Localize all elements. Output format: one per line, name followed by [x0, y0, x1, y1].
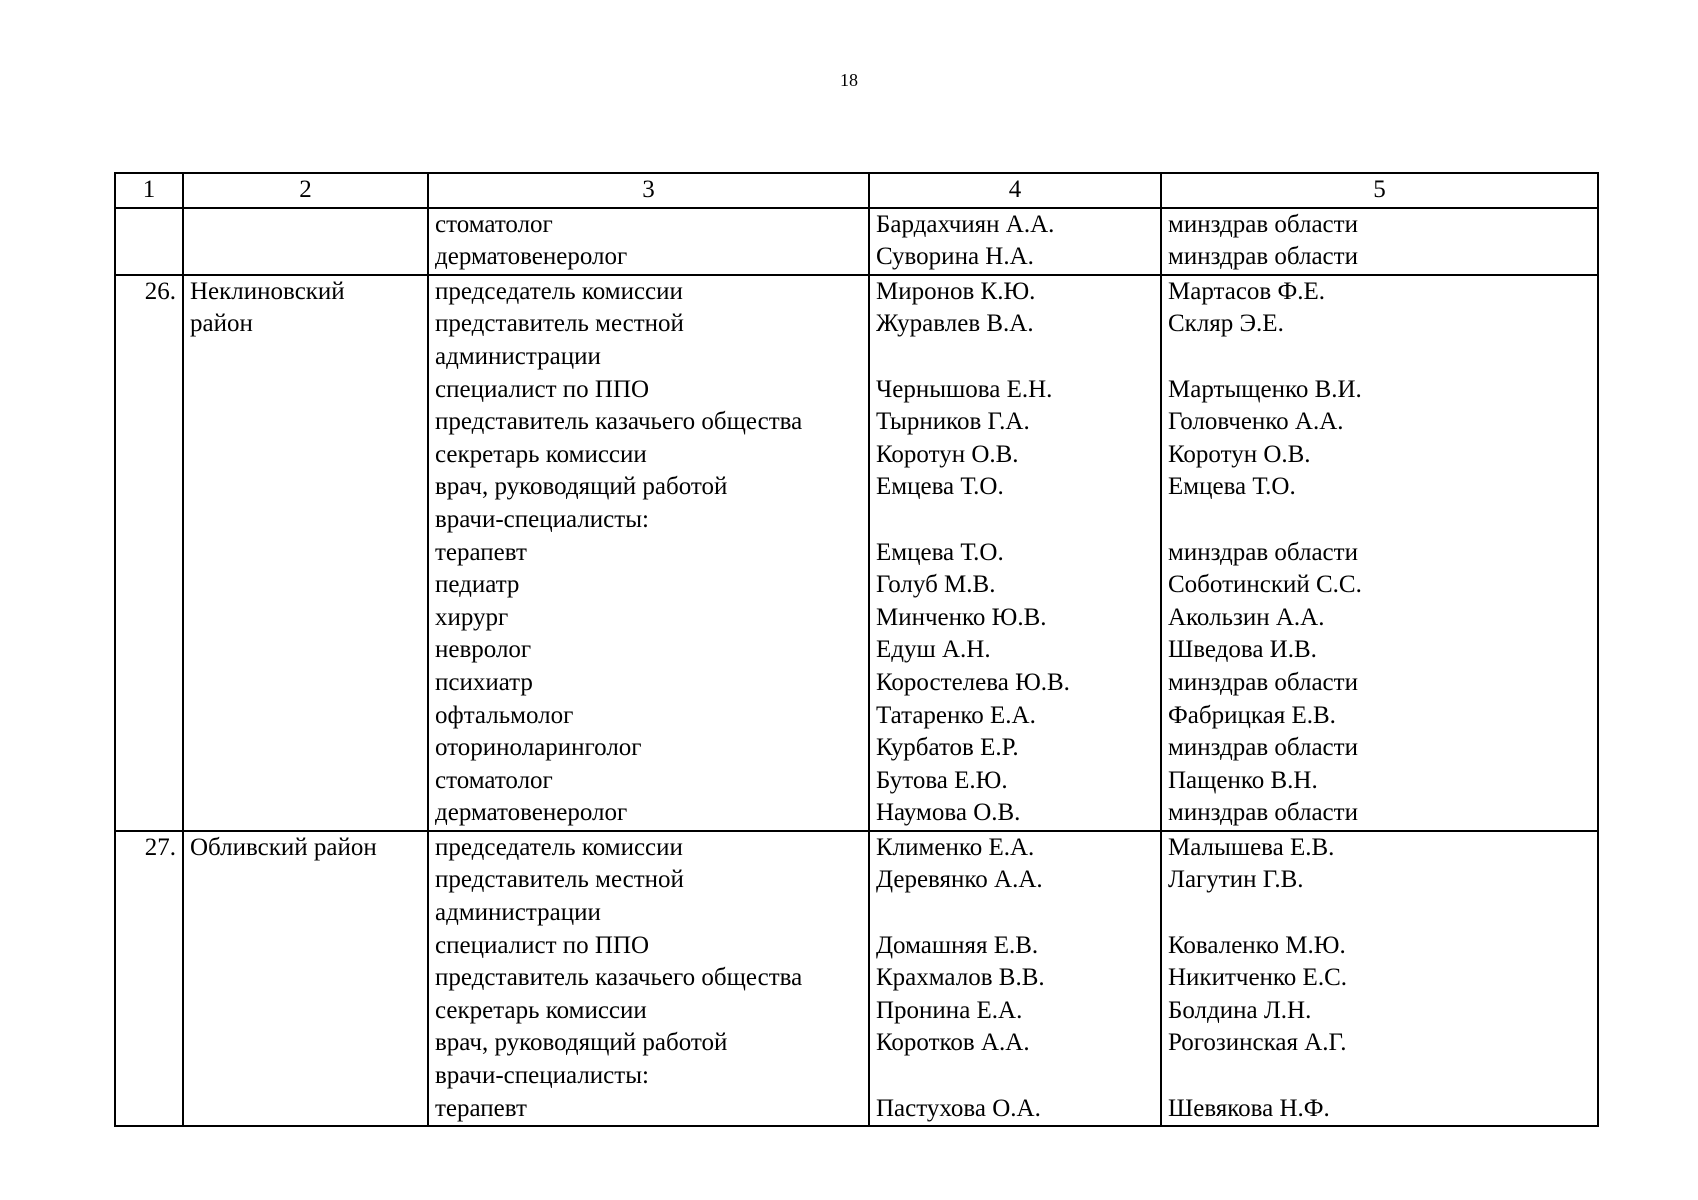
reserve-line [1168, 1060, 1591, 1093]
member-line: Коростелева Ю.В. [876, 668, 1070, 696]
reserve-line: Скляр Э.Е. [1168, 310, 1284, 338]
member-line: Пастухова О.А. [876, 1094, 1041, 1122]
member-line: Крахмалов В.В. [876, 964, 1045, 992]
member-line: Миронов К.Ю. [876, 277, 1036, 305]
reserve-line: Мартасов Ф.Е. [1168, 277, 1325, 305]
reserve-line: Акользин А.А. [1168, 603, 1325, 631]
role-line: администрации [435, 899, 601, 927]
member-line: Емцева Т.О. [876, 538, 1004, 566]
member-line [876, 341, 1154, 374]
reserve-line: Лагутин Г.В. [1168, 866, 1304, 894]
table-row [115, 275, 1598, 831]
member-line: Коротун О.В. [876, 440, 1019, 468]
member-line: Наумова О.В. [876, 799, 1021, 827]
role-line: врач, руководящий работой [435, 1029, 728, 1057]
reserve-line: Коротун О.В. [1168, 440, 1311, 468]
district-cell [183, 275, 428, 831]
reserve-line: Головченко А.А. [1168, 408, 1344, 436]
reserve-line: Фабрицкая Е.В. [1168, 701, 1336, 729]
district-cell [183, 208, 428, 275]
reserve-line: Никитченко Е.С. [1168, 964, 1348, 992]
member-line: Емцева Т.О. [876, 473, 1004, 501]
role-line: представитель казачьего общества [435, 408, 803, 436]
member-line: Домашняя Е.В. [876, 931, 1039, 959]
row-number-cell [115, 208, 183, 275]
row-number-cell: 27. [115, 831, 183, 1126]
member-line: Татаренко Е.А. [876, 701, 1036, 729]
member-cell [869, 208, 1161, 275]
role-line: хирург [435, 603, 509, 631]
role-line: специалист по ППО [435, 931, 650, 959]
role-line: педиатр [435, 571, 520, 599]
role-line: представитель местной [435, 310, 684, 338]
role-line: председатель комиссии [435, 277, 683, 305]
member-line: Курбатов Е.Р. [876, 734, 1019, 762]
reserve-line: Пащенко В.Н. [1168, 766, 1318, 794]
table-row [115, 831, 1598, 1126]
member-line [876, 897, 1154, 930]
row-number-cell: 26. [115, 275, 183, 831]
role-line: дерматовенеролог [435, 243, 628, 271]
member-line: Суворина Н.А. [876, 243, 1034, 271]
role-line: дерматовенеролог [435, 799, 628, 827]
reserve-line [1168, 504, 1591, 537]
commission-table [114, 172, 1599, 1127]
reserve-line: минздрав области [1168, 210, 1358, 238]
role-line: врачи-специалисты: [435, 505, 649, 533]
member-line: Деревянко А.А. [876, 866, 1043, 894]
role-line: администрации [435, 342, 601, 370]
member-line: Коротков А.А. [876, 1029, 1030, 1057]
role-cell [428, 275, 869, 831]
table-row [115, 208, 1598, 275]
header-col-4: 4 [869, 173, 1161, 208]
reserve-line: Шведова И.В. [1168, 636, 1317, 664]
reserve-cell [1161, 208, 1598, 275]
reserve-line: минздрав области [1168, 243, 1358, 271]
member-line: Пронина Е.А. [876, 996, 1023, 1024]
header-col-1: 1 [115, 173, 183, 208]
reserve-line: Коваленко М.Ю. [1168, 931, 1346, 959]
role-line: представитель казачьего общества [435, 964, 803, 992]
member-line [876, 1060, 1154, 1093]
member-line: Чернышова Е.Н. [876, 375, 1053, 403]
role-line: стоматолог [435, 766, 553, 794]
district-cell [183, 831, 428, 1126]
role-line: оториноларинголог [435, 734, 642, 762]
member-line: Журавлев В.А. [876, 310, 1034, 338]
reserve-line: Шевякова Н.Ф. [1168, 1094, 1330, 1122]
header-col-3: 3 [428, 173, 869, 208]
district-line: район [190, 310, 253, 338]
role-line: терапевт [435, 1094, 527, 1122]
member-line: Голуб М.В. [876, 571, 996, 599]
reserve-cell [1161, 275, 1598, 831]
header-row [115, 173, 1598, 208]
reserve-line: Емцева Т.О. [1168, 473, 1296, 501]
role-line: представитель местной [435, 866, 684, 894]
role-line: врачи-специалисты: [435, 1062, 649, 1090]
reserve-line [1168, 341, 1591, 374]
role-cell [428, 208, 869, 275]
member-line: Тырников Г.А. [876, 408, 1030, 436]
role-line: психиатр [435, 668, 533, 696]
reserve-line: Малышева Е.В. [1168, 833, 1335, 861]
member-line: Бутова Е.Ю. [876, 766, 1008, 794]
role-line: врач, руководящий работой [435, 473, 728, 501]
reserve-line: минздрав области [1168, 799, 1358, 827]
reserve-line: Болдина Л.Н. [1168, 996, 1312, 1024]
reserve-line [1168, 897, 1591, 930]
reserve-line: Мартыщенко В.И. [1168, 375, 1362, 403]
role-line: секретарь комиссии [435, 440, 647, 468]
header-col-5: 5 [1161, 173, 1598, 208]
reserve-line: минздрав области [1168, 538, 1358, 566]
member-cell [869, 275, 1161, 831]
member-line: Едуш А.Н. [876, 636, 991, 664]
role-line: секретарь комиссии [435, 996, 647, 1024]
member-line: Клименко Е.А. [876, 833, 1035, 861]
role-line: стоматолог [435, 210, 553, 238]
member-cell [869, 831, 1161, 1126]
role-line: специалист по ППО [435, 375, 650, 403]
role-line: председатель комиссии [435, 833, 683, 861]
page-number: 18 [840, 70, 858, 90]
district-line: Неклиновский [190, 277, 345, 305]
member-line [876, 504, 1154, 537]
member-line: Минченко Ю.В. [876, 603, 1047, 631]
reserve-cell [1161, 831, 1598, 1126]
reserve-line: минздрав области [1168, 668, 1358, 696]
member-line: Бардахчиян А.А. [876, 210, 1055, 238]
role-line: терапевт [435, 538, 527, 566]
role-line: невролог [435, 636, 532, 664]
reserve-line: минздрав области [1168, 734, 1358, 762]
district-line: Обливский район [190, 833, 377, 861]
role-line: офтальмолог [435, 701, 574, 729]
header-col-2: 2 [183, 173, 428, 208]
role-cell [428, 831, 869, 1126]
reserve-line: Рогозинская А.Г. [1168, 1029, 1347, 1057]
reserve-line: Соботинский С.С. [1168, 571, 1362, 599]
